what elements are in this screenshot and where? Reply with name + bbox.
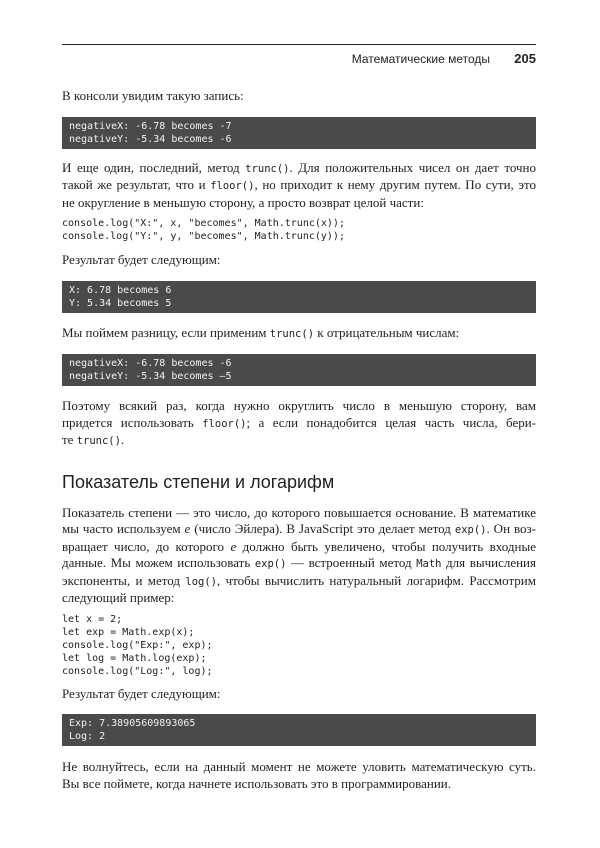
inline-code: floor()	[202, 417, 247, 430]
page-number: 205	[514, 51, 536, 66]
code-line: console.log("Exp:", exp);	[62, 639, 213, 651]
section-heading: Показатель степени и логарифм	[62, 471, 335, 492]
text-line: не округление в меньшую сторону, а просто возврат целой части:	[62, 194, 424, 210]
code-line: Exp: 7.38905609893065	[69, 718, 196, 729]
text-line: те trunc().	[62, 432, 125, 447]
code-line: negativeY: -5.34 becomes –5	[69, 371, 232, 382]
code-line: let log = Math.log(exp);	[62, 652, 207, 664]
code-output-block-2	[62, 281, 536, 313]
chapter-title: Математические методы	[351, 52, 490, 66]
text-line: Показатель степени — это число, до которого повышается основание. В математике	[62, 504, 536, 520]
text-line: Не волнуйтесь, если на данный момент не можете уловить математическую суть.	[62, 759, 536, 774]
inline-code: trunc()	[245, 162, 290, 175]
text-line: Вы все поймете, когда начнете использовать это в программировании.	[62, 775, 451, 791]
paragraph-result-1: Результат будет следующим:	[62, 252, 221, 267]
code-line: console.log("Y:", y, "becomes", Math.trunc(y));	[62, 231, 345, 242]
paragraph-negative: Мы поймем разницу, если применим trunc() к отрицательным числам:	[62, 324, 460, 340]
inline-code: trunc()	[76, 435, 121, 447]
running-header	[62, 44, 536, 67]
inline-code: Math	[416, 558, 442, 570]
code-block-exp-log	[62, 613, 536, 678]
text-line: данные. Мы можем использовать exp() — встроенный метод Math для вычисления	[62, 555, 536, 570]
code-output-block-3	[62, 354, 536, 386]
code-line: console.log("X:", x, "becomes", Math.trunc(x));	[62, 218, 345, 229]
text-line: мы часто используем e (число Эйлера). В JavaScript это делает метод exp(). Он воз-	[62, 521, 536, 536]
code-output-block-1	[62, 117, 536, 149]
text-line: следующий пример:	[62, 590, 175, 605]
paragraph-result-2: Результат будет следующим:	[62, 685, 221, 701]
code-line: negativeY: -5.34 becomes -6	[69, 133, 232, 145]
paragraph-floor-vs-trunc	[62, 398, 536, 450]
paragraph-console-intro: В консоли увидим такую запись:	[62, 88, 244, 103]
inline-code: exp()	[454, 524, 487, 536]
page-content	[62, 88, 536, 792]
text-line: экспоненты, и метод log(), чтобы вычислить натуральный логарифм. Рассмотрим	[62, 572, 536, 588]
paragraph-exponent	[62, 505, 536, 607]
code-line: let exp = Math.exp(x);	[62, 626, 195, 638]
text-line: такой же результат, что и floor(), но приходит к нему другим путем. По сути, это	[62, 177, 536, 192]
paragraph-closing	[62, 759, 536, 792]
code-line: let x = 2;	[62, 613, 123, 625]
inline-code: exp()	[254, 558, 287, 570]
text-line: И еще один, последний, метод trunc(). Для положительных чисел он дает точно	[62, 159, 536, 175]
text-line: придется использовать floor(); а если понадобится целая часть числа, бери-	[62, 414, 537, 430]
code-line: Log: 2	[69, 731, 106, 742]
text-line: Поэтому всякий раз, когда нужно округлить число в меньшую сторону, вам	[62, 398, 536, 413]
code-line: console.log("Log:", log);	[62, 665, 213, 677]
inline-code: log()	[185, 575, 217, 588]
code-line: negativeX: -6.78 becomes -6	[69, 358, 232, 369]
code-line: negativeX: -6.78 becomes -7	[69, 120, 232, 132]
inline-code: trunc()	[269, 327, 315, 340]
text-line: вращает число, до которого e должно быть увеличено, чтобы получить входные	[62, 538, 536, 554]
code-block-trunc	[62, 217, 536, 243]
code-line: Y: 5.34 becomes 5	[69, 297, 172, 309]
paragraph-trunc	[62, 160, 536, 212]
code-output-block-4	[62, 714, 536, 746]
inline-code: floor()	[210, 180, 255, 192]
code-line: X: 6.78 becomes 6	[69, 284, 172, 296]
